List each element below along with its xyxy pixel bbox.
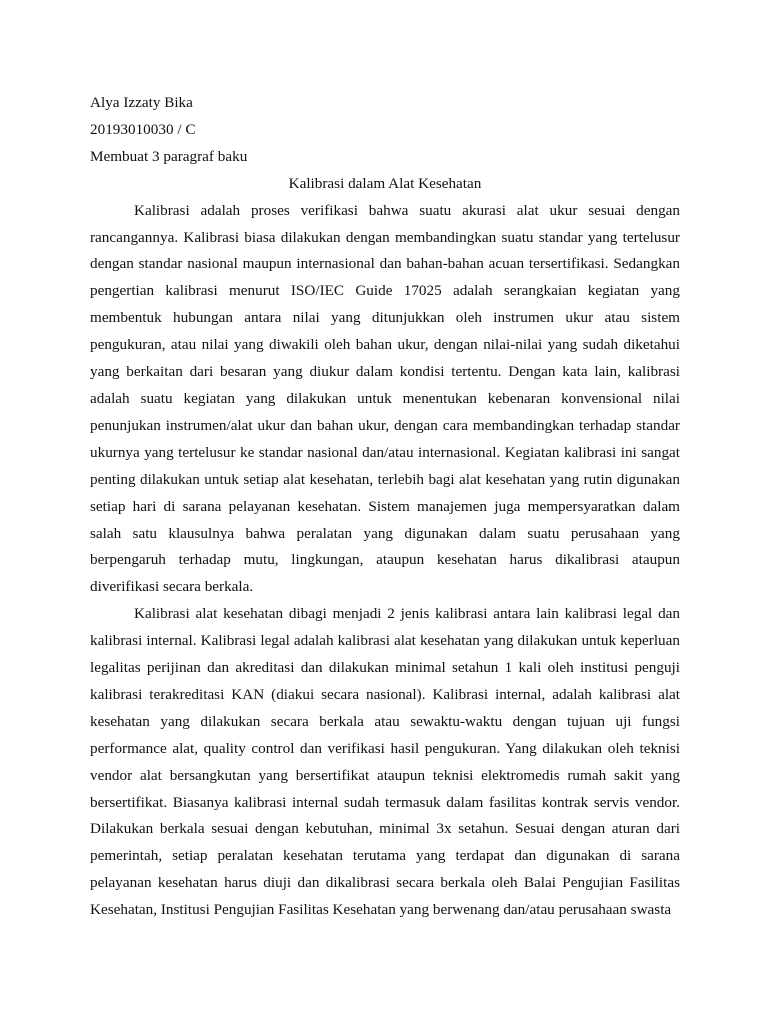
student-id: 20193010030 / C	[90, 120, 196, 138]
document-body	[90, 90, 680, 924]
author-name: Alya Izzaty Bika	[90, 94, 193, 111]
document-title: Kalibrasi dalam Alat Kesehatan	[288, 174, 482, 192]
paragraph: Kalibrasi alat kesehatan dibagi menjadi 2 jenis kalibrasi antara lain kalibrasi legal dan kalibrasi internal. Kalibrasi legal adalah kalibrasi alat kesehatan yang dilakukan untuk keperluan legalitas perijinan dan akreditasi dan dilakukan minimal setahun 1 kali oleh institusi penguji kalibrasi terakreditasi KAN (diakui secara nasional). Kalibrasi internal, adalah kalibrasi alat kesehatan yang dilakukan secara berkala atau sewaktu-waktu dengan tujuan uji fungsi performance alat, quality control dan verifikasi hasil pengukuran. Yang dilakukan oleh teknisi vendor alat bersangkutan yang bersertifikat ataupun teknisi elektromedis rumah sakit yang bersertifikat. Biasanya kalibrasi internal sudah termasuk dalam fasilitas kontrak servis vendor. Dilakukan berkala sesuai dengan kebutuhan, minimal 3x setahun. Sesuai dengan aturan dari pemerintah, setiap peralatan kesehatan terutama yang terdapat dan digunakan di sarana pelayanan kesehatan harus diuji dan dikalibrasi secara berkala oleh Balai Pengujian Fasilitas Kesehatan, Institusi Pengujian Fasilitas Kesehatan yang berwenang dan/atau perusahaan swasta	[90, 605, 680, 919]
paragraph: Kalibrasi adalah proses verifikasi bahwa suatu akurasi alat ukur sesuai dengan rancangannya. Kalibrasi biasa dilakukan dengan membandingkan suatu standar yang tertelusur dengan standar nasional maupun internasional dan bahan-bahan acuan tersertifikasi. Sedangkan pengertian kalibrasi menurut ISO/IEC Guide 17025 adalah serangkaian kegiatan yang membentuk hubungan antara nilai yang ditunjukkan oleh instrumen ukur atau sistem pengukuran, atau nilai yang diwakili oleh bahan ukur, dengan nilai-nilai yang sudah diketahui yang berkaitan dari besaran yang diukur dalam kondisi tertentu. Dengan kata lain, kalibrasi adalah suatu kegiatan yang dilakukan untuk menentukan kebenaran konvensional nilai penunjukan instrumen/alat ukur dan bahan ukur, dengan cara membandingkan terhadap standar ukurnya yang tertelusur ke standar nasional dan/atau internasional. Kegiatan kalibrasi ini sangat penting dilakukan untuk setiap alat kesehatan, terlebih bagi alat kesehatan yang rutin digunakan setiap hari di sarana pelayanan kesehatan. Sistem manajemen juga mempersyaratkan dalam salah satu klausulnya bahwa peralatan yang digunakan dalam suatu perusahaan yang berpengaruh terhadap mutu, lingkungan, ataupun kesehatan harus dikalibrasi ataupun diverifikasi secara berkala.	[90, 201, 680, 596]
task-description: Membuat 3 paragraf baku	[90, 147, 248, 165]
